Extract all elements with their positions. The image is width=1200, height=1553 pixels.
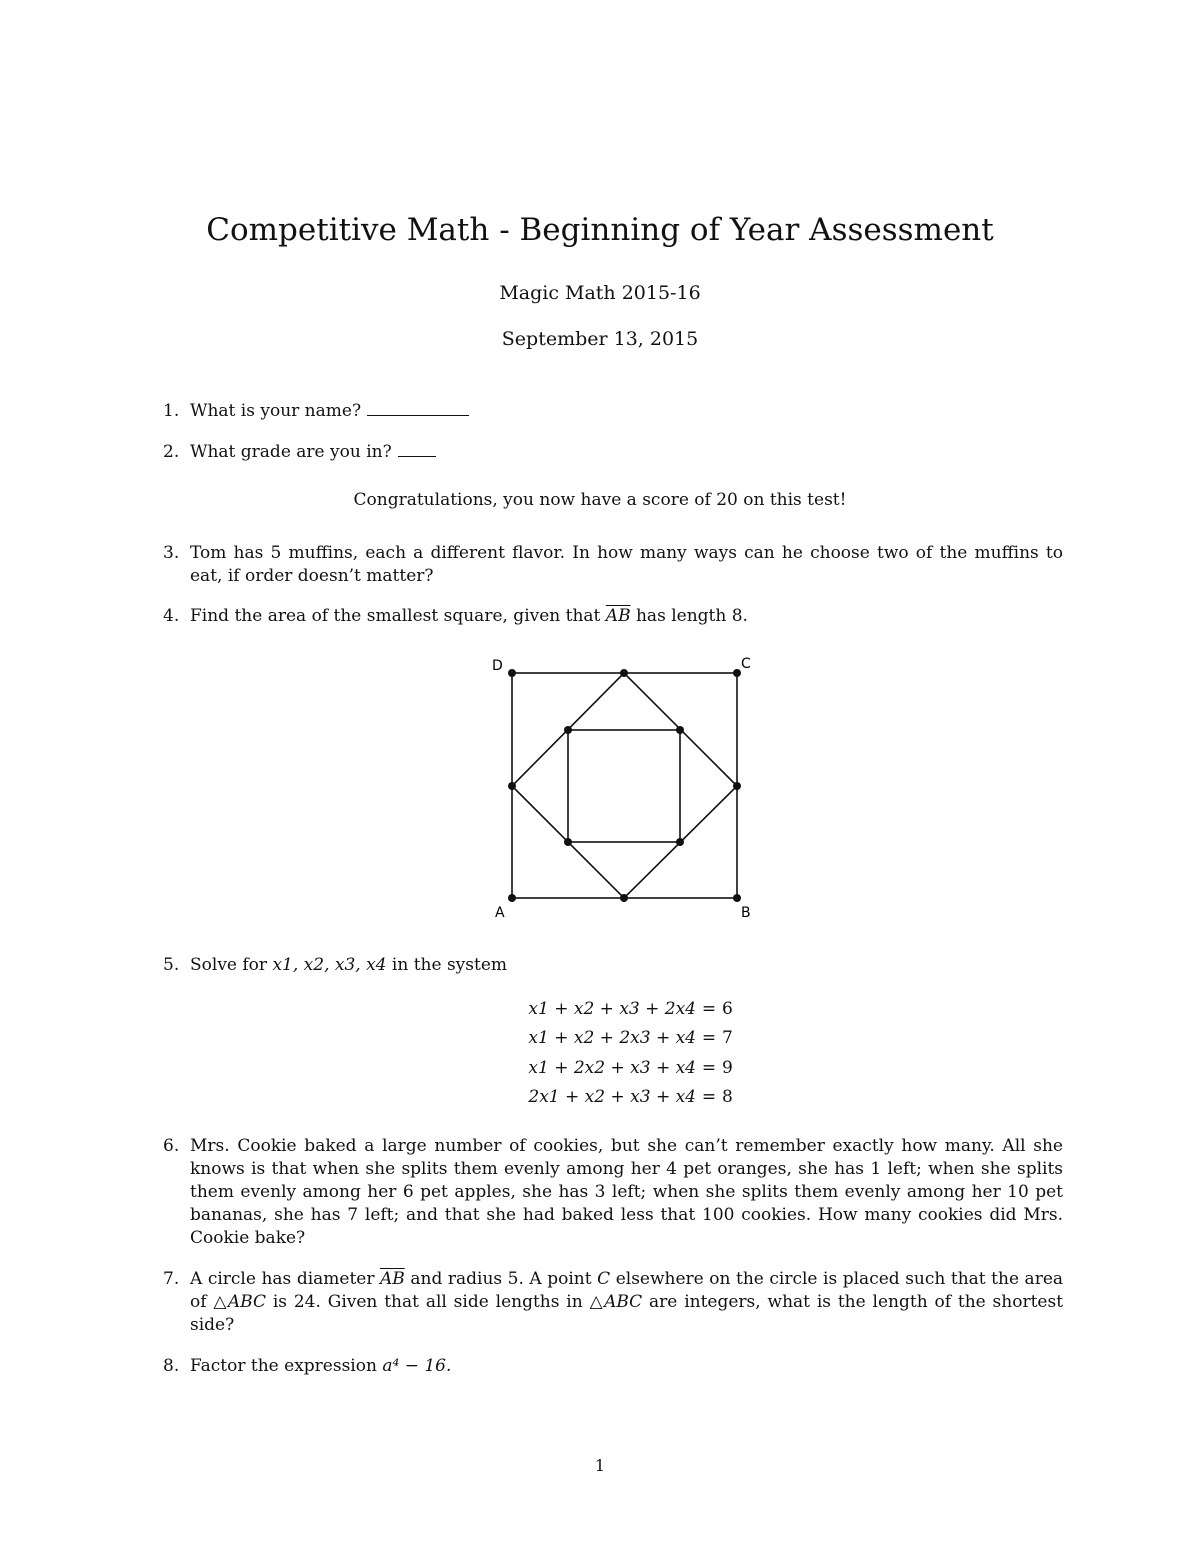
equals-sign: = [701, 1028, 717, 1049]
congratulations-note: Congratulations, you now have a score of 20 on this test! [353, 490, 847, 510]
equation-row [500, 1083, 740, 1113]
equation-lhs: x1 + x2 + x3 + 2x4 [528, 998, 696, 1019]
equation-lhs: x1 + 2x2 + x3 + x4 [528, 1057, 696, 1078]
equals-sign: = [701, 1057, 717, 1078]
question-number: 6. [163, 1136, 180, 1156]
question-text: elsewhere on the circle is placed such that the area of [190, 1269, 1064, 1312]
equation-rhs: 8 [722, 1087, 733, 1108]
smallest-square [568, 730, 680, 842]
segment-ab: $\overline{AB}$ [605, 606, 631, 626]
label-b: B [741, 905, 751, 921]
question-text: Tom has 5 muffins, each a different flavor. In how many ways can he choose two of the muffins to eat, if order doesn’t matter? [190, 543, 1063, 586]
question-3 [163, 542, 1063, 588]
question-8 [163, 1355, 1063, 1378]
question-4 [163, 605, 1063, 628]
inner-vertex-br [676, 838, 684, 846]
question-text: is 24. Given that all side lengths in [272, 1292, 583, 1312]
question-text: Mrs. Cookie baked a large number of cookies, but she can’t remember exactly how many. All she knows is that when she splits them evenly among her 4 pet oranges, she has 1 left; when she splits them evenly among her 6 pet apples, she has 3 left; when she splits them evenly among her 10 pet bananas, she has 7 left; and that she had baked less that 100 cookies. How many cookies did Mrs. Cookie bake? [190, 1136, 1063, 1248]
label-a: A [495, 905, 505, 921]
question-text: are integers, what is the length of the shortest side? [190, 1292, 1064, 1335]
segment-ab: $\overline{AB}$ [380, 1269, 405, 1289]
question-number: 7. [163, 1269, 180, 1289]
question-text: What grade are you in? [190, 442, 392, 462]
variable-list: x1, x2, x3, x4 [272, 955, 387, 975]
midpoint-bottom [620, 894, 628, 902]
diagram-lines [512, 673, 737, 898]
question-text: has length 8. [635, 606, 748, 626]
page-date: September 13, 2015 [501, 328, 699, 350]
question-text: Find the area of the smallest square, given that [190, 606, 601, 626]
vertex-a [508, 894, 516, 902]
inner-vertex-tr [676, 726, 684, 734]
inner-vertex-tl [564, 726, 572, 734]
question-5 [163, 954, 1063, 977]
midpoint-left [508, 782, 516, 790]
equation-row [500, 994, 740, 1024]
page-subtitle: Magic Math 2015-16 [499, 282, 701, 304]
question-number: 2. [163, 442, 180, 462]
question-1 [163, 400, 1063, 423]
expression: a⁴ − 16. [382, 1356, 452, 1376]
label-c: C [741, 656, 751, 672]
equation-rhs: 6 [722, 998, 733, 1019]
diagram-vertices [508, 669, 741, 902]
equation-lhs: 2x1 + x2 + x3 + x4 [528, 1087, 696, 1108]
equation-rhs: 9 [722, 1057, 733, 1078]
triangle-abc: △ABC [213, 1292, 266, 1312]
page-number: 1 [594, 1456, 606, 1475]
label-d: D [492, 658, 503, 674]
equation-system [500, 994, 740, 1112]
vertex-d [508, 669, 516, 677]
point-c: C [597, 1269, 611, 1289]
question-2 [163, 441, 1063, 464]
equation-rhs: 7 [722, 1028, 733, 1049]
equals-sign: = [701, 1087, 717, 1108]
grade-answer-blank[interactable] [398, 455, 436, 457]
question-text: and radius 5. A point [410, 1269, 592, 1289]
question-number: 3. [163, 543, 180, 563]
equation-row [500, 1024, 740, 1054]
question-text: Factor the expression [190, 1356, 377, 1376]
question-text: Solve for [190, 955, 268, 975]
inner-vertex-bl [564, 838, 572, 846]
question-number: 1. [163, 401, 180, 421]
name-answer-blank[interactable] [367, 414, 469, 416]
question-text: What is your name? [190, 401, 362, 421]
question-text: in the system [391, 955, 508, 975]
question-6 [163, 1135, 1063, 1250]
triangle-abc: △ABC [589, 1292, 643, 1312]
equation-lhs: x1 + x2 + 2x3 + x4 [528, 1028, 696, 1049]
question-number: 4. [163, 606, 180, 626]
middle-square [512, 673, 737, 898]
question-text: A circle has diameter [190, 1269, 375, 1289]
nested-squares-diagram [480, 652, 770, 922]
equation-row [500, 1053, 740, 1083]
question-number: 8. [163, 1356, 180, 1376]
midpoint-right [733, 782, 741, 790]
vertex-b [733, 894, 741, 902]
question-7 [163, 1268, 1063, 1337]
equals-sign: = [701, 998, 717, 1019]
midpoint-top [620, 669, 628, 677]
vertex-c [733, 669, 741, 677]
question-number: 5. [163, 955, 180, 975]
outer-square-abcd [512, 673, 737, 898]
page-title: Competitive Math - Beginning of Year Assessment [206, 212, 994, 248]
